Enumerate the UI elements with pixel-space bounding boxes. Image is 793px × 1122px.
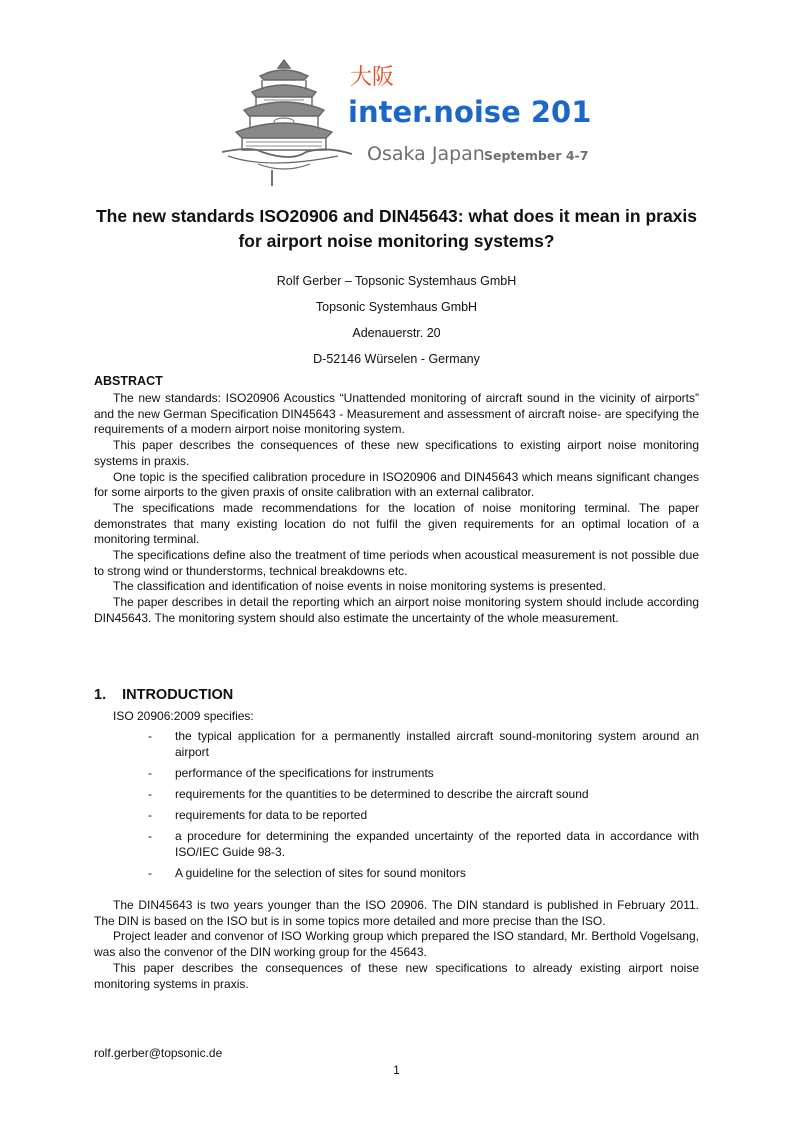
introduction-paragraph: This paper describes the consequences of these new specifications to already existing airport noise monitoring systems in praxis. [94, 960, 699, 991]
specification-list [94, 729, 699, 887]
introduction-paragraph: Project leader and convenor of ISO Working group which prepared the ISO standard, Mr. Berthold Vogelsang, was also the convenor of the DIN working group for the 45643. [94, 929, 699, 960]
bullet-dash: - [148, 786, 152, 801]
list-item-text: requirements for data to be reported [175, 807, 368, 822]
abstract-paragraph: The classification and identification of noise events in noise monitoring systems is presented. [113, 579, 606, 594]
list-item-text: the typical application for a permanently installed aircraft sound-monitoring system around an airport [175, 729, 699, 759]
list-item [94, 829, 699, 860]
bullet-dash: - [148, 829, 152, 844]
introduction-paragraph: The DIN45643 is two years younger than the ISO 20906. The DIN standard is published in February 2011. The DIN is based on the ISO but is in some topics more detailed and more precise than the ISO. [94, 898, 699, 928]
bullet-dash: - [148, 865, 152, 880]
introduction-lead: ISO 20906:2009 specifies: [113, 709, 254, 723]
list-item-text: A guideline for the selection of sites for sound monitors [175, 865, 466, 880]
author-city: D-52146 Würselen - Germany [313, 352, 480, 366]
logo-location: Osaka Japan [367, 143, 485, 165]
list-item [94, 729, 699, 760]
introduction-heading [94, 687, 233, 703]
list-item [94, 808, 699, 824]
list-item [94, 766, 699, 782]
list-item-text: a procedure for determining the expanded uncertainty of the reported data in accordance with ISO/IEC Guide 98-3. [175, 829, 699, 859]
paper-title: The new standards ISO20906 and DIN45643: what does it mean in praxis for airport noise monitoring systems? [95, 206, 698, 251]
footer-email: rolf.gerber@topsonic.de [94, 1046, 223, 1060]
abstract-paragraph: The specifications define also the treatment of time periods when acoustical measurement is not possible due to strong wind or thunderstorms, technical breakdowns etc. [94, 548, 699, 578]
author-name: Rolf Gerber – Topsonic Systemhaus GmbH [276, 274, 517, 288]
conference-logo [214, 52, 594, 190]
list-item [94, 866, 699, 882]
author-affiliation: Topsonic Systemhaus GmbH [315, 300, 478, 314]
author-street: Adenauerstr. 20 [352, 326, 441, 340]
list-item [94, 787, 699, 803]
section-title: INTRODUCTION [122, 687, 234, 703]
abstract-paragraph: The new standards: ISO20906 Acoustics “Unattended monitoring of aircraft sound in the vicinity of airports” and the new German Specification DIN45643 - Measurement and assessment of aircraft noise- are specifying the requirements of a modern airport noise monitoring system. [94, 391, 699, 437]
author-block [94, 268, 699, 372]
bullet-dash: - [148, 807, 152, 822]
section-number: 1. [94, 687, 107, 703]
abstract-paragraph: The specifications made recommendations for the location of noise monitoring terminal. The paper demonstrates that many existing location do not fulfil the given requirements for an optimal location of a monitoring terminal. [94, 500, 699, 547]
abstract-body [94, 391, 699, 627]
bullet-dash: - [148, 765, 152, 780]
list-item-text: performance of the specifications for instruments [175, 765, 434, 780]
introduction-body [94, 898, 699, 992]
osaka-castle-icon [222, 60, 352, 186]
bullet-dash: - [148, 729, 152, 743]
logo-name: inter.noise 2011 [348, 95, 594, 129]
abstract-heading: ABSTRACT [94, 374, 163, 388]
abstract-paragraph: The paper describes in detail the reporting which an airport noise monitoring system should include according DIN45643. The monitoring system should also estimate the uncertainty of the whole measurement. [94, 595, 699, 625]
abstract-paragraph: One topic is the specified calibration procedure in ISO20906 and DIN45643 which means significant changes for some airports to the given praxis of onsite calibration with an external calibrator. [94, 469, 699, 500]
logo-kanji: 大阪 [350, 65, 395, 90]
logo-dates: September 4-7 [484, 148, 589, 163]
list-item-text: requirements for the quantities to be determined to describe the aircraft sound [175, 786, 589, 801]
abstract-paragraph: This paper describes the consequences of these new specifications to existing airport noise monitoring systems in praxis. [94, 438, 699, 468]
page-number: 1 [393, 1063, 400, 1077]
